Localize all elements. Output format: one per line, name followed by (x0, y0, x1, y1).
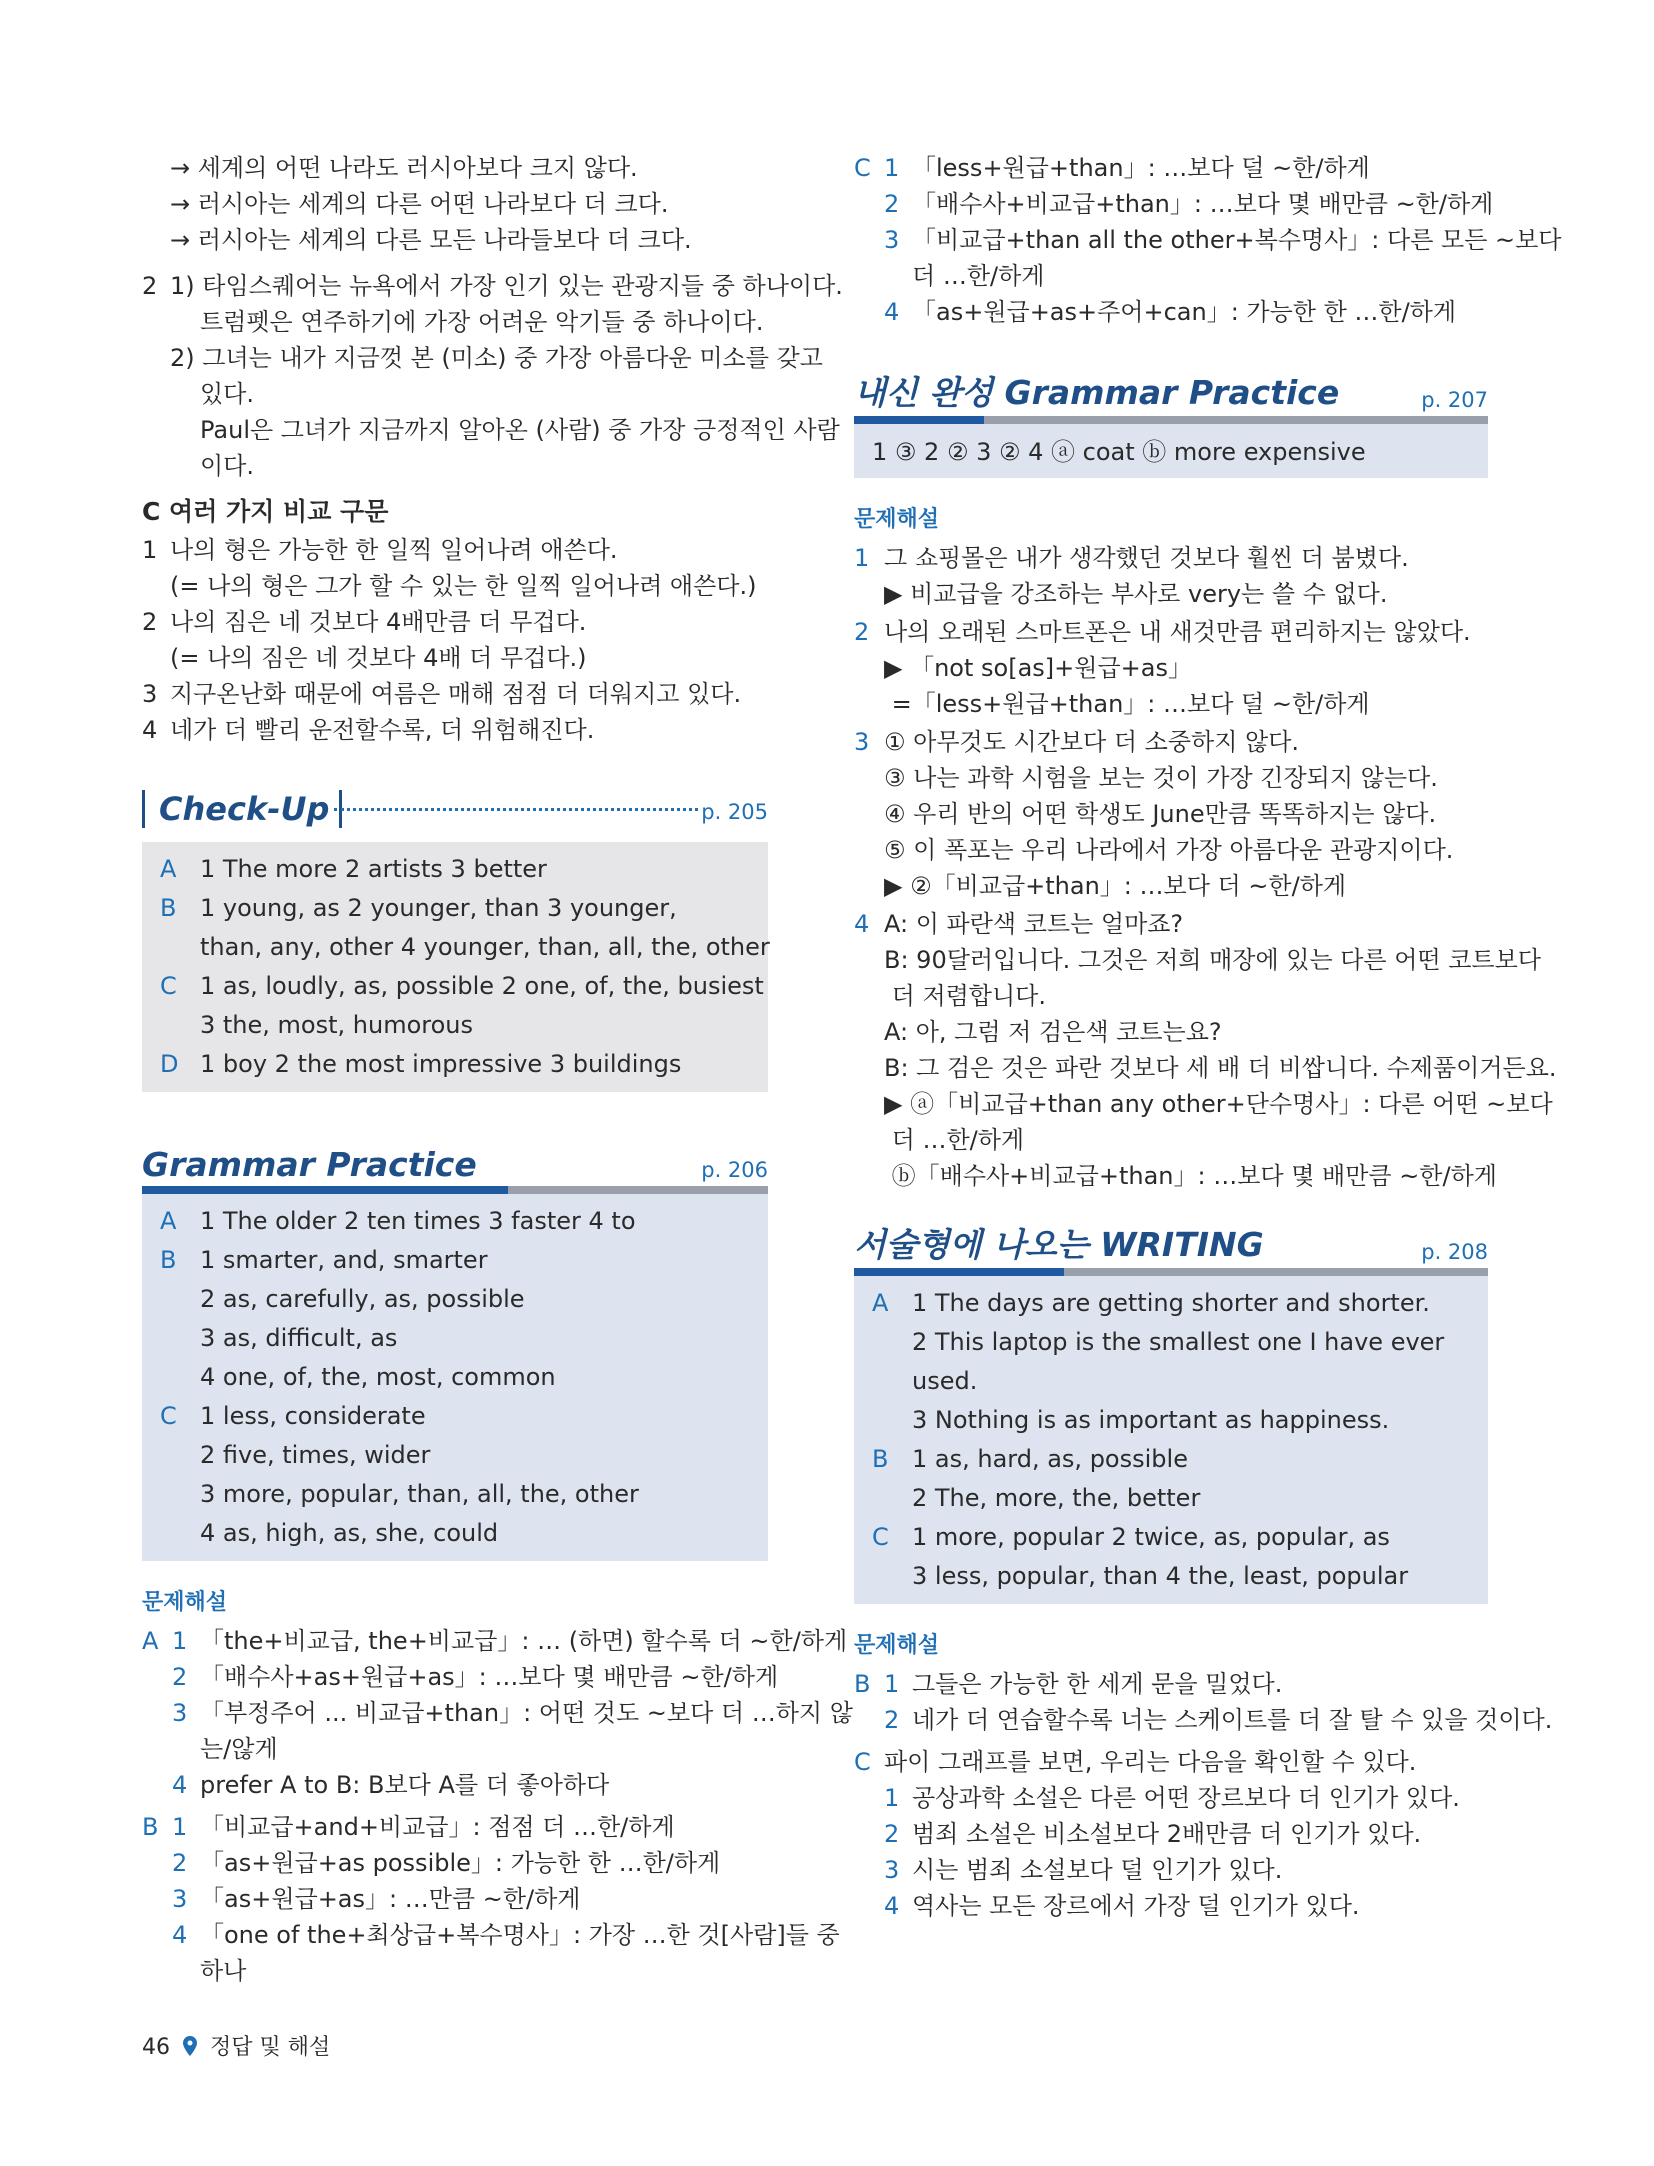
intro-line: → 세계의 어떤 나라도 러시아보다 크지 않다. (170, 154, 638, 182)
explain-text: 「the+비교급, the+비교급」: … (하면) 할수록 더 ~한/하게 (200, 1627, 848, 1655)
answer-text: 4 one, of, the, most, common (200, 1363, 556, 1391)
explain-letter: C (854, 1748, 871, 1776)
header-bar (854, 416, 1488, 424)
explain-text: 「배수사+as+원급+as」: …보다 몇 배만큼 ~한/하게 (200, 1663, 779, 1691)
explain-text: =「less+원급+than」: …보다 덜 ~한/하게 (884, 690, 1370, 718)
naesin-header (854, 368, 1488, 424)
answer-letter: B (872, 1445, 889, 1473)
item-number: 2 (142, 272, 158, 300)
item-text: Paul은 그녀가 지금까지 알아온 (사람) 중 가장 긍정적인 사람 (200, 416, 840, 444)
explain-number: 3 (172, 1699, 188, 1727)
left-column (142, 150, 853, 1989)
answer-text: 1 The days are getting shorter and shorter. (912, 1289, 1430, 1317)
item-text: 나의 형은 가능한 한 일찍 일어나려 애쓴다. (170, 536, 618, 564)
explain-letter: A (142, 1627, 159, 1655)
checkup-title: Check-Up (142, 790, 342, 828)
checkup-answers (142, 842, 768, 1092)
answer-text: 3 the, most, humorous (200, 1011, 473, 1039)
answer-letter (160, 1006, 200, 1045)
naesin-title: 내신 완성 Grammar Practice (854, 373, 1340, 412)
explain-number: 1 (884, 1670, 900, 1698)
answer-text: 1 as, loudly, as, possible 2 one, of, the, busiest (200, 972, 764, 1000)
item-text: 트럼펫은 연주하기에 가장 어려운 악기들 중 하나이다. (200, 308, 764, 336)
answer-text: 3 Nothing is as important as happiness. (912, 1406, 1390, 1434)
answer-letter (160, 1280, 200, 1319)
writing-explain-list (854, 1666, 1553, 1924)
explain-label: 문제해설 (854, 1633, 940, 1658)
explain-text: ▶ 「not so[as]+원급+as」 (884, 654, 1192, 682)
section-c-title: C 여러 가지 비교 구문 (142, 497, 389, 526)
explain-text: 「one of the+최상급+복수명사」: 가장 …한 것[사람]들 중 (200, 1921, 840, 1949)
answer-letter (872, 1362, 912, 1401)
grammar-practice-answers (142, 1194, 768, 1561)
answer-text: 3 more, popular, than, all, the, other (200, 1480, 639, 1508)
item-text: 1) 타임스퀘어는 뉴욕에서 가장 인기 있는 관광지들 중 하나이다. (170, 272, 843, 300)
answer-letter (160, 928, 200, 967)
explain-number: 4 (172, 1921, 188, 1949)
answer-text: 2 The, more, the, better (912, 1484, 1201, 1512)
answer-letter: A (160, 855, 177, 883)
item-2 (142, 268, 843, 484)
explain-number: 3 (172, 1885, 188, 1913)
explain-text: 역사는 모든 장르에서 가장 덜 인기가 있다. (912, 1892, 1360, 1920)
footer-label: 정답 및 해설 (210, 2035, 331, 2060)
explain-text: 그 쇼핑몰은 내가 생각했던 것보다 훨씬 더 붐볐다. (884, 544, 1409, 572)
explain-number: 4 (884, 298, 900, 326)
item-text: 2) 그녀는 내가 지금껏 본 (미소) 중 가장 아름다운 미소를 갖고 (170, 344, 823, 372)
item-text: 이다. (200, 452, 254, 480)
page-number: 46 (142, 2035, 170, 2060)
explain-text: 「as+원급+as possible」: 가능한 한 …한/하게 (200, 1849, 721, 1877)
explain-text: 파이 그래프를 보면, 우리는 다음을 확인할 수 있다. (884, 1748, 1417, 1776)
explain-number: 1 (172, 1813, 188, 1841)
answer-text: 1 The older 2 ten times 3 faster 4 to (200, 1207, 636, 1235)
item-number: 4 (142, 716, 158, 744)
explain-number: 1 (884, 1784, 900, 1812)
naesin-page: p. 207 (1421, 388, 1488, 412)
answer-letter: B (160, 1246, 177, 1274)
header-bar (142, 1186, 768, 1194)
intro-line: → 러시아는 세계의 다른 모든 나라들보다 더 크다. (170, 226, 692, 254)
explain-number: 2 (172, 1849, 188, 1877)
item-number: 2 (142, 608, 158, 636)
explain-number: 2 (884, 1706, 900, 1734)
answer-text: 1 ③ 2 ② 3 ② 4 ⓐ coat ⓑ more expensive (872, 438, 1366, 466)
item-text: 네가 더 빨리 운전할수록, 더 위험해진다. (170, 716, 595, 744)
item-text: 지구온난화 때문에 여름은 매해 점점 더 더워지고 있다. (170, 680, 742, 708)
grammar-practice-title: Grammar Practice (142, 1145, 477, 1184)
explain-number: 3 (884, 1856, 900, 1884)
naesin-explain-list (854, 540, 1557, 1194)
explain-number: 2 (172, 1663, 188, 1691)
explain-text: 더 …한/하게 (884, 1126, 1025, 1154)
answer-letter: C (160, 1402, 177, 1430)
explain-text: B: 그 검은 것은 파란 것보다 세 배 더 비쌉니다. 수제품이거든요. (884, 1054, 1557, 1082)
answer-text: 1 smarter, and, smarter (200, 1246, 488, 1274)
right-column (854, 150, 1562, 1924)
explain-text: ▶ ⓐ「비교급+than any other+단수명사」: 다른 어떤 ~보다 (884, 1090, 1553, 1118)
page-footer (142, 2030, 330, 2061)
answer-text: 1 boy 2 the most impressive 3 buildings (200, 1050, 682, 1078)
answer-text: 2 five, times, wider (200, 1441, 431, 1469)
explain-text: 시는 범죄 소설보다 덜 인기가 있다. (912, 1856, 1283, 1884)
explain-text: 하나 (200, 1957, 247, 1985)
answer-text: 2 This laptop is the smallest one I have ever (912, 1328, 1445, 1356)
writing-page: p. 208 (1421, 1240, 1488, 1264)
explain-number: 3 (884, 226, 900, 254)
answer-letter (160, 1514, 200, 1553)
grammar-practice-page: p. 206 (701, 1158, 768, 1182)
intro-block (142, 150, 768, 258)
explain-number: 2 (884, 190, 900, 218)
explain-text: 는/않게 (200, 1735, 278, 1763)
explain-text: ⓑ「배수사+비교급+than」: …보다 몇 배만큼 ~한/하게 (884, 1162, 1497, 1190)
answer-letter (872, 1557, 912, 1596)
explain-number: 1 (884, 154, 900, 182)
checkup-page: p. 205 (701, 800, 768, 824)
explain-text: 더 저렴합니다. (884, 982, 1046, 1010)
explain-text: 공상과학 소설은 다른 어떤 장르보다 더 인기가 있다. (912, 1784, 1460, 1812)
answer-text: than, any, other 4 younger, than, all, the, other (200, 933, 770, 961)
checkup-header (142, 786, 768, 834)
answer-letter (160, 1319, 200, 1358)
explain-number: 2 (884, 1820, 900, 1848)
item-text: (= 나의 짐은 네 것보다 4배 더 무겁다.) (170, 644, 587, 672)
explain-text: 「less+원급+than」: …보다 덜 ~한/하게 (912, 154, 1370, 182)
answer-letter: A (160, 1207, 177, 1235)
explain-text: 나의 오래된 스마트폰은 내 새것만큼 편리하지는 않았다. (884, 618, 1471, 646)
item-text: 있다. (200, 380, 254, 408)
explain-number: 4 (884, 1892, 900, 1920)
explain-text: 더 …한/하게 (912, 262, 1045, 290)
explain-letter: B (142, 1813, 159, 1841)
answer-text: 1 less, considerate (200, 1402, 426, 1430)
answer-letter: C (872, 1523, 889, 1551)
explain-number: 1 (172, 1627, 188, 1655)
answer-letter (160, 1475, 200, 1514)
explain-text: ▶ ②「비교급+than」: …보다 더 ~한/하게 (884, 872, 1347, 900)
explain-label: 문제해설 (142, 1590, 228, 1615)
answer-letter: C (160, 972, 177, 1000)
explain-text: 「부정주어 ... 비교급+than」: 어떤 것도 ~보다 더 …하지 않 (200, 1699, 853, 1727)
section-c-list (142, 532, 768, 748)
answer-text: 2 as, carefully, as, possible (200, 1285, 525, 1313)
explain-text: 「비교급+and+비교급」: 점점 더 …한/하게 (200, 1813, 675, 1841)
answer-letter: D (160, 1050, 179, 1078)
explain-text: ⑤ 이 폭포는 우리 나라에서 가장 아름다운 관광지이다. (884, 836, 1454, 864)
writing-answers (854, 1276, 1488, 1604)
answer-letter: A (872, 1289, 889, 1317)
item-text: 나의 짐은 네 것보다 4배만큼 더 무겁다. (170, 608, 587, 636)
explain-number: 4 (854, 910, 870, 938)
explain-letter: C (854, 154, 871, 182)
answer-letter (872, 1401, 912, 1440)
explain-text: ① 아무것도 시간보다 더 소중하지 않다. (884, 728, 1300, 756)
answer-letter: B (160, 894, 177, 922)
answer-text: 1 as, hard, as, possible (912, 1445, 1188, 1473)
writing-title: 서술형에 나오는 WRITING (854, 1225, 1264, 1264)
answer-letter (872, 1323, 912, 1362)
explain-letter: B (854, 1670, 871, 1698)
explain-text: 「as+원급+as+주어+can」: 가능한 한 …한/하게 (912, 298, 1457, 326)
grammar-practice-header (142, 1138, 768, 1194)
c-explain-list (854, 150, 1562, 330)
item-text: (= 나의 형은 그가 할 수 있는 한 일찍 일어나려 애쓴다.) (170, 572, 757, 600)
answer-letter (160, 1436, 200, 1475)
explain-text: 범죄 소설은 비소설보다 2배만큼 더 인기가 있다. (912, 1820, 1422, 1848)
naesin-answers (854, 424, 1488, 478)
explain-number: 1 (854, 544, 870, 572)
answer-text: 1 young, as 2 younger, than 3 younger, (200, 894, 677, 922)
answer-text: 3 less, popular, than 4 the, least, popular (912, 1562, 1409, 1590)
intro-line: → 러시아는 세계의 다른 어떤 나라보다 더 크다. (170, 190, 669, 218)
explain-text: 「as+원급+as」: …만큼 ~한/하게 (200, 1885, 581, 1913)
item-number: 3 (142, 680, 158, 708)
explain-text: 「비교급+than all the other+복수명사」: 다른 모든 ~보다 (912, 226, 1562, 254)
item-number: 1 (142, 536, 158, 564)
answer-letter (872, 1479, 912, 1518)
explain-text: 「배수사+비교급+than」: …보다 몇 배만큼 ~한/하게 (912, 190, 1494, 218)
answer-text: 4 as, high, as, she, could (200, 1519, 499, 1547)
answer-text: 3 as, difficult, as (200, 1324, 398, 1352)
writing-header (854, 1220, 1488, 1276)
answer-text: 1 The more 2 artists 3 better (200, 855, 547, 883)
explain-text: 그들은 가능한 한 세게 문을 밀었다. (912, 1670, 1283, 1698)
explain-text: prefer A to B: B보다 A를 더 좋아하다 (200, 1771, 610, 1799)
answer-text: used. (912, 1367, 978, 1395)
explain-label: 문제해설 (854, 507, 940, 532)
explain-text: B: 90달러입니다. 그것은 저희 매장에 있는 다른 어떤 코트보다 (884, 946, 1541, 974)
explain-number: 2 (854, 618, 870, 646)
explain-text: ▶ 비교급을 강조하는 부사로 very는 쓸 수 없다. (884, 580, 1388, 608)
explain-text: ④ 우리 반의 어떤 학생도 June만큼 똑똑하지는 않다. (884, 800, 1437, 828)
explain-text: 네가 더 연습할수록 너는 스케이트를 더 잘 탈 수 있을 것이다. (912, 1706, 1553, 1734)
explain-number: 4 (172, 1771, 188, 1799)
location-pin-icon (183, 2035, 204, 2060)
dotted-leader (334, 808, 698, 811)
explain-number: 3 (854, 728, 870, 756)
answer-letter (160, 1358, 200, 1397)
header-bar (854, 1268, 1488, 1276)
grammar-explain-list (142, 1623, 853, 1989)
explain-text: ③ 나는 과학 시험을 보는 것이 가장 긴장되지 않는다. (884, 764, 1438, 792)
explain-text: A: 아, 그럼 저 검은색 코트는요? (884, 1018, 1222, 1046)
explain-text: A: 이 파란색 코트는 얼마죠? (884, 910, 1184, 938)
answer-text: 1 more, popular 2 twice, as, popular, as (912, 1523, 1390, 1551)
